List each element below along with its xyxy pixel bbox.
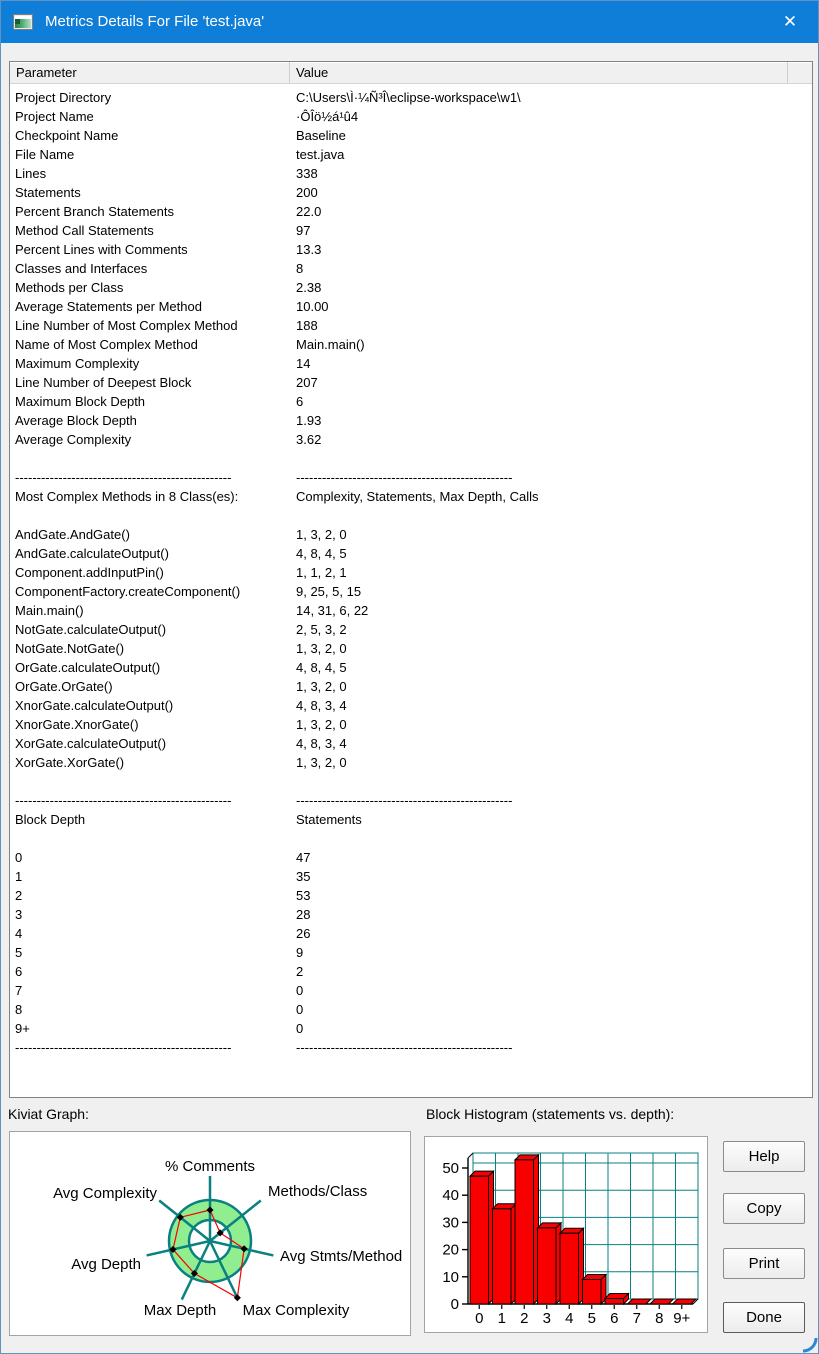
table-row: Name of Most Complex Method Main.main(): [15, 337, 365, 352]
table-row: [10, 449, 812, 468]
table-row: Line Number of Most Complex Method 188: [15, 318, 318, 333]
table-row: Project Name ·ÔÎö½á¹û4: [15, 109, 359, 124]
svg-text:30: 30: [442, 1214, 459, 1232]
table-row: 8 0: [15, 1002, 304, 1017]
done-button[interactable]: Done: [723, 1302, 805, 1333]
table-row: Checkpoint Name Baseline: [15, 128, 346, 143]
kiviat-axis-label: Max Depth: [143, 1302, 217, 1319]
table-row: Classes and Interfaces 8: [15, 261, 304, 276]
table-row: Percent Branch Statements 22.0: [15, 204, 322, 219]
app-icon: [13, 14, 33, 30]
kiviat-graph-label: Kiviat Graph:: [8, 1106, 89, 1122]
help-button[interactable]: Help: [723, 1141, 805, 1172]
svg-text:6: 6: [610, 1310, 619, 1327]
block-histogram-panel: [424, 1136, 708, 1333]
histogram-chart: [425, 1137, 707, 1332]
table-row: Lines 338: [15, 166, 318, 181]
table-row: [10, 829, 812, 848]
table-row: 2 53: [15, 888, 311, 903]
table-row: ComponentFactory.createComponent() 9, 25, 5, 15: [15, 584, 362, 599]
close-icon: ✕: [782, 12, 798, 31]
list-header: [10, 62, 812, 84]
table-row: XnorGate.calculateOutput() 4, 8, 3, 4: [15, 698, 347, 713]
table-row: XorGate.XorGate() 1, 3, 2, 0: [15, 755, 347, 770]
table-row: Project Directory C:\Users\Ì·¼Ñ³Î\eclipse-workspace\w1\: [15, 90, 521, 105]
close-button[interactable]: [770, 1, 810, 43]
table-row: Line Number of Deepest Block 207: [15, 375, 318, 390]
metrics-list: [9, 61, 813, 1098]
table-row: OrGate.OrGate() 1, 3, 2, 0: [15, 679, 347, 694]
table-row: Percent Lines with Comments 13.3: [15, 242, 322, 257]
svg-text:4: 4: [565, 1310, 574, 1327]
table-row: XorGate.calculateOutput() 4, 8, 3, 4: [15, 736, 347, 751]
column-header-parameter[interactable]: Parameter: [10, 62, 290, 83]
svg-text:5: 5: [587, 1310, 596, 1327]
table-row: XnorGate.XnorGate() 1, 3, 2, 0: [15, 717, 347, 732]
table-row: Methods per Class 2.38: [15, 280, 322, 295]
table-row: 3 28: [15, 907, 311, 922]
table-row: OrGate.calculateOutput() 4, 8, 4, 5: [15, 660, 347, 675]
svg-text:10: 10: [442, 1268, 459, 1286]
kiviat-axis-label: % Comments: [164, 1158, 256, 1175]
table-row: 0 47: [15, 850, 311, 865]
table-row: Maximum Complexity 14: [15, 356, 311, 371]
table-row: 4 26: [15, 926, 311, 941]
table-row: 1 35: [15, 869, 311, 884]
svg-text:0: 0: [450, 1296, 459, 1313]
table-row: 5 9: [15, 945, 304, 960]
svg-text:7: 7: [632, 1310, 641, 1327]
kiviat-axis-label: Avg Stmts/Method: [280, 1248, 403, 1265]
table-row: File Name test.java: [15, 147, 345, 162]
block-histogram-label: Block Histogram (statements vs. depth):: [426, 1106, 675, 1122]
kiviat-chart: [10, 1132, 410, 1335]
svg-text:20: 20: [442, 1241, 459, 1259]
svg-text:0: 0: [475, 1310, 484, 1327]
kiviat-axis-label: Avg Complexity: [53, 1185, 157, 1202]
kiviat-axis-label: Max Complexity: [242, 1302, 350, 1319]
table-row: -------------------------------------------------- --------------------------------------------------: [15, 793, 513, 808]
table-row: -------------------------------------------------- --------------------------------------------------: [15, 1040, 513, 1055]
kiviat-axis-label: Methods/Class: [268, 1183, 368, 1200]
svg-text:8: 8: [655, 1310, 664, 1327]
svg-text:1: 1: [497, 1310, 506, 1327]
table-row: -------------------------------------------------- --------------------------------------------------: [15, 470, 513, 485]
table-row: [10, 506, 812, 525]
window-title: Metrics Details For File 'test.java': [45, 13, 265, 30]
table-row: Average Complexity 3.62: [15, 432, 322, 447]
table-row: Block Depth Statements: [15, 812, 362, 827]
resize-grip-icon[interactable]: [801, 1336, 818, 1353]
table-row: NotGate.NotGate() 1, 3, 2, 0: [15, 641, 347, 656]
table-row: Component.addInputPin() 1, 1, 2, 1: [15, 565, 347, 580]
table-row: NotGate.calculateOutput() 2, 5, 3, 2: [15, 622, 347, 637]
kiviat-axis-label: Avg Depth: [71, 1256, 141, 1273]
table-row: AndGate.AndGate() 1, 3, 2, 0: [15, 527, 347, 542]
table-row: 7 0: [15, 983, 304, 998]
table-row: [10, 772, 812, 791]
svg-text:40: 40: [442, 1187, 459, 1205]
table-row: Main.main() 14, 31, 6, 22: [15, 603, 369, 618]
column-header-blank[interactable]: [788, 62, 812, 83]
svg-text:50: 50: [442, 1160, 459, 1177]
title-bar: [1, 1, 818, 43]
table-row: AndGate.calculateOutput() 4, 8, 4, 5: [15, 546, 347, 561]
table-row: Method Call Statements 97: [15, 223, 311, 238]
copy-button[interactable]: Copy: [723, 1193, 805, 1224]
svg-text:2: 2: [520, 1310, 529, 1327]
table-row: Most Complex Methods in 8 Class(es): Complexity, Statements, Max Depth, Calls: [15, 489, 539, 504]
kiviat-graph-panel: [9, 1131, 411, 1336]
table-rows: [10, 85, 812, 1097]
table-row: Average Statements per Method 10.00: [15, 299, 329, 314]
table-row: Statements 200: [15, 185, 318, 200]
print-button[interactable]: Print: [723, 1248, 805, 1279]
svg-text:3: 3: [542, 1310, 551, 1327]
table-row: Average Block Depth 1.93: [15, 413, 322, 428]
svg-text:9+: 9+: [673, 1310, 691, 1327]
table-row: Maximum Block Depth 6: [15, 394, 304, 409]
table-row: 9+ 0: [15, 1021, 304, 1036]
table-row: 6 2: [15, 964, 304, 979]
column-header-value[interactable]: Value: [290, 62, 788, 83]
